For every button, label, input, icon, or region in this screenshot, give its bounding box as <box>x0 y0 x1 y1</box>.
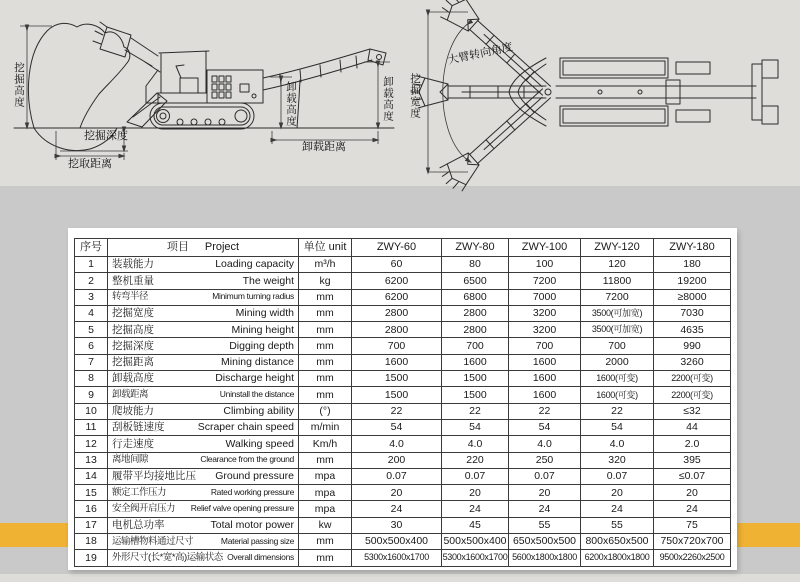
row-number: 4 <box>75 305 108 321</box>
row-project <box>108 452 299 468</box>
row-value: 1600 <box>442 354 509 370</box>
label-dig-width: 挖掘宽度 <box>409 73 422 119</box>
row-value: 11800 <box>581 273 654 289</box>
row-number: 14 <box>75 468 108 484</box>
row-value: 54 <box>509 419 581 435</box>
row-project <box>108 322 299 338</box>
row-project <box>108 338 299 354</box>
row-value: 20 <box>509 485 581 501</box>
row-value: 3500(可加宽) <box>581 305 654 321</box>
row-value: 2800 <box>442 322 509 338</box>
project-name-cn: 刮板链速度 <box>112 421 165 434</box>
row-unit: mm <box>299 305 352 321</box>
row-value: 4.0 <box>581 436 654 452</box>
row-value: 22 <box>352 403 442 419</box>
row-value: 24 <box>442 501 509 517</box>
label-dig-height: 挖掘高度 <box>13 62 26 108</box>
project-name-cn: 挖掘距离 <box>112 356 154 369</box>
project-name-cn: 离地间隙 <box>112 454 149 466</box>
project-name-cn: 外形尺寸(长*宽*高)运输状态 <box>112 552 223 564</box>
spec-row <box>75 371 731 387</box>
spec-row <box>75 534 731 550</box>
row-unit: mpa <box>299 485 352 501</box>
row-value: 2200(可变) <box>654 387 731 403</box>
row-project <box>108 371 299 387</box>
row-value: 650x500x500 <box>509 534 581 550</box>
row-value: 5600x1800x1800 <box>509 550 581 566</box>
spec-panel <box>68 228 737 570</box>
row-value: 75 <box>654 517 731 533</box>
row-unit: mm <box>299 550 352 566</box>
spec-row <box>75 387 731 403</box>
row-value: ≥8000 <box>654 289 731 305</box>
row-value: 1500 <box>352 371 442 387</box>
row-number: 18 <box>75 534 108 550</box>
row-value: 3200 <box>509 322 581 338</box>
spec-row <box>75 273 731 289</box>
row-value: 54 <box>352 419 442 435</box>
row-value: 6200 <box>352 289 442 305</box>
project-name-en: Climbing ability <box>223 405 294 418</box>
row-unit: m/min <box>299 419 352 435</box>
row-project <box>108 354 299 370</box>
row-value: 6200 <box>352 273 442 289</box>
spec-row <box>75 550 731 566</box>
row-value: 990 <box>654 338 731 354</box>
row-value: 22 <box>581 403 654 419</box>
row-value: 1600 <box>509 387 581 403</box>
spec-row <box>75 305 731 321</box>
project-name-en: Mining height <box>231 323 294 336</box>
label-dig-depth: 挖掘深度 <box>84 130 128 142</box>
row-value: 45 <box>442 517 509 533</box>
row-value: 7200 <box>509 273 581 289</box>
label-dig-reach: 挖取距离 <box>68 158 112 170</box>
row-unit: (°) <box>299 403 352 419</box>
project-name-cn: 整机重量 <box>112 274 154 287</box>
row-project <box>108 468 299 484</box>
row-number: 16 <box>75 501 108 517</box>
spec-row <box>75 354 731 370</box>
spec-table <box>74 238 731 567</box>
row-number: 7 <box>75 354 108 370</box>
row-value: 24 <box>581 501 654 517</box>
row-value: 24 <box>352 501 442 517</box>
row-value: 3500(可加宽) <box>581 322 654 338</box>
project-name-cn: 装载能力 <box>112 258 154 271</box>
row-project <box>108 289 299 305</box>
project-name-en: Loading capacity <box>215 258 294 271</box>
project-name-cn: 挖掘宽度 <box>112 307 154 320</box>
row-number: 12 <box>75 436 108 452</box>
row-value: 60 <box>352 257 442 273</box>
row-value: 19200 <box>654 273 731 289</box>
row-value: 6500 <box>442 273 509 289</box>
row-number: 1 <box>75 257 108 273</box>
row-value: 1500 <box>442 387 509 403</box>
row-value: 4.0 <box>442 436 509 452</box>
project-name-cn: 安全阀开启压力 <box>112 503 176 515</box>
row-value: 55 <box>509 517 581 533</box>
project-name-en: Ground pressure <box>215 470 294 483</box>
col-header-project-cn: 项目 <box>166 241 189 253</box>
row-unit: mm <box>299 338 352 354</box>
project-name-en: Discharge height <box>215 372 294 385</box>
row-project <box>108 273 299 289</box>
row-unit: kg <box>299 273 352 289</box>
spec-row <box>75 257 731 273</box>
row-unit: Km/h <box>299 436 352 452</box>
row-value: 2200(可变) <box>654 371 731 387</box>
spec-row <box>75 322 731 338</box>
row-value: 24 <box>509 501 581 517</box>
side-view-drawing <box>14 22 394 151</box>
row-project <box>108 387 299 403</box>
machine-diagrams <box>0 0 800 230</box>
row-value: 54 <box>442 419 509 435</box>
row-number: 19 <box>75 550 108 566</box>
row-project <box>108 534 299 550</box>
background-bottom-band <box>0 574 800 582</box>
row-value: 22 <box>442 403 509 419</box>
top-view-drawing <box>411 0 778 196</box>
project-name-en: Scraper chain speed <box>197 421 294 434</box>
project-name-cn: 卸载距离 <box>112 389 149 401</box>
row-value: 2.0 <box>654 436 731 452</box>
spec-row <box>75 485 731 501</box>
row-value: 1600 <box>509 354 581 370</box>
spec-row <box>75 517 731 533</box>
label-boom-swing-angle: 大臂转向角度 <box>446 41 514 67</box>
row-project <box>108 419 299 435</box>
row-number: 5 <box>75 322 108 338</box>
row-value: 30 <box>352 517 442 533</box>
row-value: 2800 <box>352 322 442 338</box>
row-value: 1500 <box>352 387 442 403</box>
row-value: 20 <box>654 485 731 501</box>
col-header-model-zwy120: ZWY-120 <box>581 239 654 257</box>
row-unit: kw <box>299 517 352 533</box>
row-unit: mm <box>299 452 352 468</box>
row-value: 80 <box>442 257 509 273</box>
row-value: 1500 <box>442 371 509 387</box>
project-name-en: Mining width <box>235 307 294 320</box>
row-value: 250 <box>509 452 581 468</box>
row-value: 7200 <box>581 289 654 305</box>
project-name-en: Minimum turning radius <box>212 291 294 302</box>
row-value: 320 <box>581 452 654 468</box>
col-header-model-zwy80: ZWY-80 <box>442 239 509 257</box>
spec-row <box>75 403 731 419</box>
row-number: 13 <box>75 452 108 468</box>
label-discharge-height-right: 卸载高度 <box>382 76 395 122</box>
project-name-en: Rated working pressure <box>210 487 294 498</box>
row-value: 0.07 <box>442 468 509 484</box>
row-value: 55 <box>581 517 654 533</box>
spec-row <box>75 338 731 354</box>
spec-row <box>75 452 731 468</box>
row-number: 6 <box>75 338 108 354</box>
row-value: 20 <box>581 485 654 501</box>
col-header-project <box>108 239 299 257</box>
row-value: 9500x2260x2500 <box>654 550 731 566</box>
spec-row <box>75 436 731 452</box>
row-unit: mm <box>299 322 352 338</box>
row-value: 200 <box>352 452 442 468</box>
row-value: 6200x1800x1800 <box>581 550 654 566</box>
project-name-cn: 转弯半径 <box>112 291 149 303</box>
row-value: 2800 <box>352 305 442 321</box>
row-value: 1600 <box>352 354 442 370</box>
row-value: 7000 <box>509 289 581 305</box>
row-value: 20 <box>442 485 509 501</box>
row-value: 500x500x400 <box>442 534 509 550</box>
row-unit: mm <box>299 354 352 370</box>
header-row <box>75 239 731 257</box>
row-value: 0.07 <box>581 468 654 484</box>
row-value: 3200 <box>509 305 581 321</box>
row-value: 0.07 <box>352 468 442 484</box>
row-value: 22 <box>509 403 581 419</box>
project-name-cn: 履带平均接地比压 <box>112 470 196 483</box>
row-value: 7030 <box>654 305 731 321</box>
row-value: 2800 <box>442 305 509 321</box>
project-name-cn: 挖掘高度 <box>112 323 154 336</box>
row-value: 1600(可变) <box>581 371 654 387</box>
col-header-project-en: Project <box>204 241 240 253</box>
project-name-en: Relief valve opening pressure <box>190 503 294 514</box>
project-name-cn: 运输槽物料通过尺寸 <box>112 535 194 547</box>
row-value: 500x500x400 <box>352 534 442 550</box>
row-value: 3260 <box>654 354 731 370</box>
row-value: ≤32 <box>654 403 731 419</box>
spec-row <box>75 501 731 517</box>
row-value: 220 <box>442 452 509 468</box>
row-number: 8 <box>75 371 108 387</box>
row-value: 20 <box>352 485 442 501</box>
row-project <box>108 550 299 566</box>
row-value: 395 <box>654 452 731 468</box>
row-value: 6800 <box>442 289 509 305</box>
label-discharge-distance: 卸载距离 <box>302 141 346 153</box>
project-name-en: Walking speed <box>225 437 294 450</box>
row-value: 750x720x700 <box>654 534 731 550</box>
col-header-model-zwy100: ZWY-100 <box>509 239 581 257</box>
row-project <box>108 485 299 501</box>
project-name-cn: 行走速度 <box>112 437 154 450</box>
row-value: 4.0 <box>509 436 581 452</box>
project-name-en: Total motor power <box>210 519 294 532</box>
row-project <box>108 501 299 517</box>
row-number: 9 <box>75 387 108 403</box>
row-value: ≤0.07 <box>654 468 731 484</box>
row-number: 17 <box>75 517 108 533</box>
row-unit: mm <box>299 289 352 305</box>
row-project <box>108 257 299 273</box>
project-name-en: Clearance from the ground <box>200 454 294 465</box>
row-project <box>108 436 299 452</box>
row-value: 44 <box>654 419 731 435</box>
project-name-en: Uninstall the distance <box>219 389 294 400</box>
row-value: 1600(可变) <box>581 387 654 403</box>
row-value: 4635 <box>654 322 731 338</box>
row-value: 100 <box>509 257 581 273</box>
project-name-cn: 卸载高度 <box>112 372 154 385</box>
row-value: 4.0 <box>352 436 442 452</box>
project-name-cn: 爬坡能力 <box>112 405 154 418</box>
project-name-en: Overall dimensions <box>227 552 294 563</box>
project-name-en: Mining distance <box>221 356 294 369</box>
row-value: 120 <box>581 257 654 273</box>
row-unit: mm <box>299 387 352 403</box>
row-value: 700 <box>509 338 581 354</box>
row-project <box>108 403 299 419</box>
spec-row <box>75 419 731 435</box>
row-unit: mm <box>299 371 352 387</box>
row-value: 800x650x500 <box>581 534 654 550</box>
row-number: 15 <box>75 485 108 501</box>
row-unit: mm <box>299 534 352 550</box>
spec-row <box>75 468 731 484</box>
col-header-no: 序号 <box>75 239 108 257</box>
spec-row <box>75 289 731 305</box>
project-name-cn: 额定工作压力 <box>112 487 167 499</box>
row-value: 24 <box>654 501 731 517</box>
project-name-cn: 挖掘深度 <box>112 339 154 352</box>
label-discharge-height: 卸载高度 <box>285 81 298 127</box>
row-number: 11 <box>75 419 108 435</box>
row-value: 180 <box>654 257 731 273</box>
row-unit: m³/h <box>299 257 352 273</box>
row-number: 3 <box>75 289 108 305</box>
row-unit: mpa <box>299 468 352 484</box>
row-value: 5300x1600x1700 <box>442 550 509 566</box>
project-name-en: Material passing size <box>220 535 294 546</box>
row-value: 2000 <box>581 354 654 370</box>
col-header-unit: 单位 unit <box>299 239 352 257</box>
row-value: 54 <box>581 419 654 435</box>
row-number: 10 <box>75 403 108 419</box>
row-value: 0.07 <box>509 468 581 484</box>
row-value: 700 <box>581 338 654 354</box>
row-value: 700 <box>352 338 442 354</box>
row-project <box>108 517 299 533</box>
project-name-en: Digging depth <box>229 339 294 352</box>
project-name-cn: 电机总功率 <box>112 519 165 532</box>
row-value: 5300x1600x1700 <box>352 550 442 566</box>
row-unit: mpa <box>299 501 352 517</box>
col-header-model-zwy60: ZWY-60 <box>352 239 442 257</box>
row-value: 700 <box>442 338 509 354</box>
row-number: 2 <box>75 273 108 289</box>
project-name-en: The weight <box>242 274 294 287</box>
row-value: 1600 <box>509 371 581 387</box>
row-project <box>108 305 299 321</box>
col-header-model-zwy180: ZWY-180 <box>654 239 731 257</box>
